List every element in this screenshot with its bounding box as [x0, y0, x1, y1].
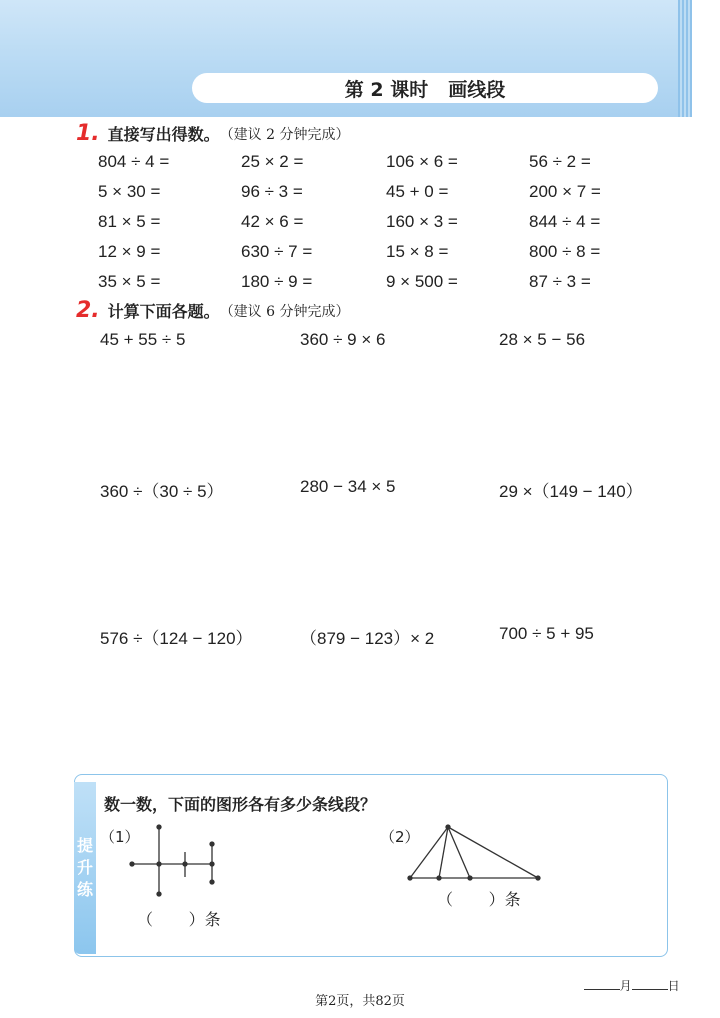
- calc-item: 45 + 55 ÷ 5: [100, 330, 186, 349]
- page-footer: 第2页，共82页: [315, 994, 405, 1009]
- calc-item: （879 − 123）× 2: [300, 629, 435, 648]
- section2-heading: [76, 298, 350, 323]
- calc-item: 29 ×（149 − 140）: [499, 482, 643, 501]
- practice-tab: [74, 782, 96, 954]
- mental-item: 630 ÷ 7 =: [241, 242, 313, 261]
- calc-item: 360 ÷（30 ÷ 5）: [100, 482, 224, 501]
- mental-item: 96 ÷ 3 =: [241, 182, 303, 201]
- mental-item: 5 × 30 =: [98, 182, 161, 201]
- answer2-blank[interactable]: （ ）条: [437, 890, 521, 909]
- lesson-topic: 画线段: [448, 78, 506, 101]
- figure1-segments: [120, 822, 230, 902]
- calc-item: 576 ÷（124 − 120）: [100, 629, 253, 648]
- mental-item: 12 × 9 =: [98, 242, 161, 261]
- mental-item: 42 × 6 =: [241, 212, 304, 231]
- section2-number: 2.: [76, 298, 100, 323]
- figure2-segments: [400, 820, 550, 886]
- section2-hint: （建议 6 分钟完成）: [219, 303, 350, 320]
- mental-item: 35 × 5 =: [98, 272, 161, 291]
- practice-question: 数一数，下面的图形各有多少条线段？: [104, 795, 377, 814]
- calc-item: 280 − 34 × 5: [300, 477, 396, 496]
- mental-item: 804 ÷ 4 =: [98, 152, 170, 171]
- calc-item: 360 ÷ 9 × 6: [300, 330, 386, 349]
- calc-item: 700 ÷ 5 + 95: [499, 624, 594, 643]
- section1-number: 1.: [76, 121, 100, 146]
- mental-item: 81 × 5 =: [98, 212, 161, 231]
- mental-item: 844 ÷ 4 =: [529, 212, 601, 231]
- section1-heading: [76, 121, 350, 146]
- practice-tab-char: 练: [76, 880, 93, 899]
- practice-tab-char: 升: [76, 858, 93, 877]
- mental-item: 200 × 7 =: [529, 182, 601, 201]
- mental-item: 106 × 6 =: [386, 152, 458, 171]
- calc-item: 28 × 5 − 56: [499, 330, 586, 349]
- mental-item: 87 ÷ 3 =: [529, 272, 591, 291]
- month-label: 月: [619, 979, 632, 993]
- section2-title: 计算下面各题。: [107, 302, 220, 321]
- figure1-label: （1）: [100, 828, 140, 846]
- day-label: 日: [667, 979, 680, 993]
- lesson-title: [192, 73, 658, 103]
- figure2-label: （2）: [380, 828, 420, 846]
- mental-item: 800 ÷ 8 =: [529, 242, 601, 261]
- mental-item: 15 × 8 =: [386, 242, 449, 261]
- section1-title: 直接写出得数。: [107, 125, 220, 144]
- practice-tab-char: 提: [76, 836, 93, 855]
- section1-hint: （建议 2 分钟完成）: [219, 126, 350, 143]
- mental-math-grid: [98, 150, 669, 300]
- mental-item: 45 + 0 =: [386, 182, 449, 201]
- mental-item: 56 ÷ 2 =: [529, 152, 591, 171]
- answer1-blank[interactable]: （ ）条: [137, 910, 221, 929]
- mental-item: 25 × 2 =: [241, 152, 304, 171]
- calculation-grid: [100, 330, 699, 771]
- mental-item: 180 ÷ 9 =: [241, 272, 313, 291]
- mental-item: 160 × 3 =: [386, 212, 458, 231]
- lesson-number: 第 2 课时: [344, 78, 429, 101]
- mental-item: 9 × 500 =: [386, 272, 458, 291]
